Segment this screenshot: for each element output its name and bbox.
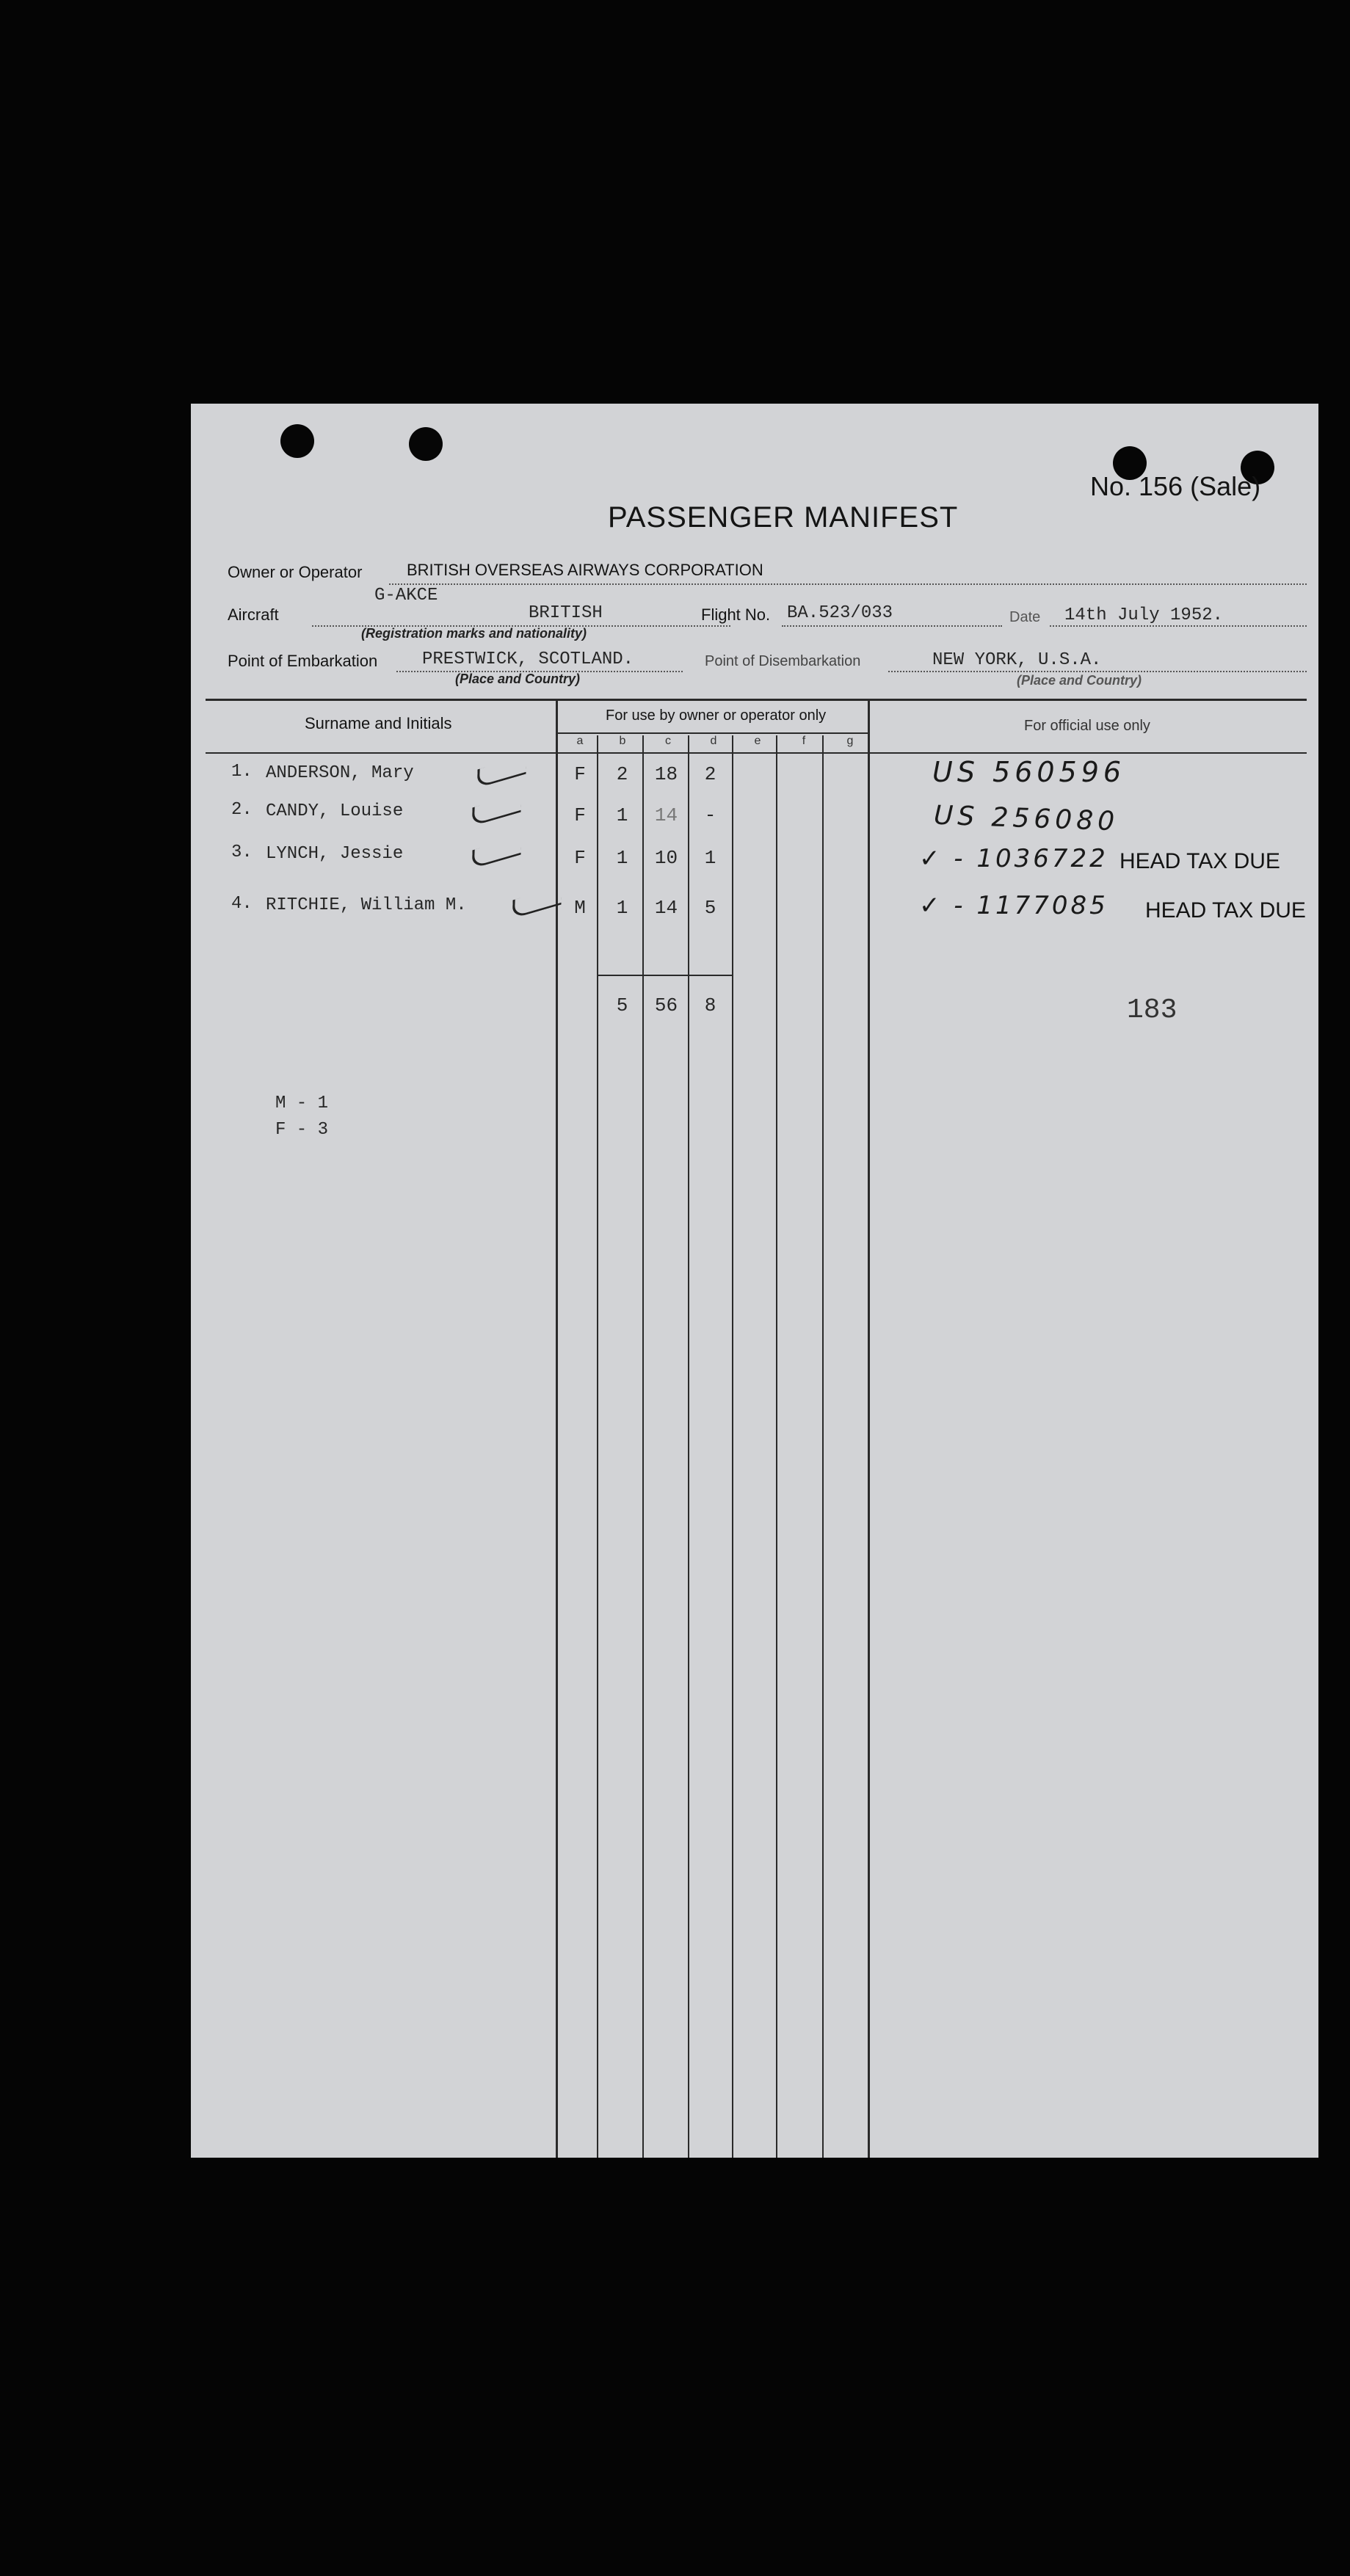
- disembarkation-value: NEW YORK, U.S.A.: [932, 650, 1102, 670]
- owner-value: BRITISH OVERSEAS AIRWAYS CORPORATION: [407, 561, 763, 579]
- col-b: b: [619, 735, 626, 747]
- col-rule: [642, 735, 644, 2158]
- owner-line: [389, 583, 1307, 585]
- col-rule: [776, 735, 777, 2158]
- col-rule: [732, 735, 733, 2158]
- place-country-note: (Place and Country): [455, 672, 581, 686]
- col-a: a: [576, 735, 584, 747]
- cell-c: 18: [654, 763, 678, 785]
- col-d: d: [710, 735, 717, 747]
- official-entry: US 560596: [932, 756, 1126, 788]
- cell-c: 10: [654, 847, 678, 869]
- col-rule: [822, 735, 824, 2158]
- date-label: Date: [1009, 609, 1041, 625]
- manifest-sheet: [191, 404, 1318, 2158]
- cell-a: F: [574, 804, 586, 826]
- total-d: 8: [704, 994, 716, 1016]
- check-mark-icon: [471, 836, 521, 869]
- row-index: 3.: [231, 843, 253, 862]
- cell-d: -: [704, 804, 716, 826]
- col-f: f: [802, 735, 806, 747]
- cell-d: 2: [704, 763, 716, 785]
- totals-rule: [597, 975, 733, 976]
- table-top-rule: [206, 699, 1307, 701]
- cell-b: 1: [616, 897, 628, 919]
- manifest-number: No. 156 (Sale): [1090, 471, 1261, 501]
- column-letter-rule: [206, 752, 1307, 754]
- col-c: c: [665, 735, 671, 747]
- embarkation-label: Point of Embarkation: [228, 652, 378, 670]
- cell-d: 5: [704, 897, 716, 919]
- col-rule: [597, 735, 598, 2158]
- female-count: F - 3: [275, 1120, 329, 1140]
- total-c: 56: [654, 994, 678, 1016]
- cell-a: F: [574, 847, 586, 869]
- aircraft-label: Aircraft: [228, 605, 279, 624]
- flight-line: [782, 625, 1002, 627]
- passenger-name: RITCHIE, William M.: [266, 895, 467, 915]
- official-total: 183: [1127, 994, 1177, 1026]
- aircraft-registration: G-AKCE: [374, 586, 438, 605]
- total-b: 5: [616, 994, 628, 1016]
- surname-header: Surname and Initials: [305, 714, 452, 732]
- registration-note: (Registration marks and nationality): [361, 626, 587, 641]
- male-count: M - 1: [275, 1094, 329, 1113]
- col-rule: [556, 700, 558, 2158]
- owner-label: Owner or Operator: [228, 563, 363, 581]
- col-g: g: [846, 735, 854, 747]
- cell-d: 1: [704, 847, 716, 869]
- flight-label: Flight No.: [701, 605, 771, 624]
- official-use-header: For official use only: [1024, 718, 1150, 734]
- disembarkation-label: Point of Disembarkation: [705, 653, 861, 669]
- col-rule: [868, 700, 870, 2158]
- punch-hole: [409, 427, 443, 461]
- place-country-note-2: (Place and Country): [1017, 673, 1142, 688]
- passenger-name: CANDY, Louise: [266, 801, 404, 821]
- col-e: e: [754, 735, 761, 747]
- row-index: 2.: [231, 800, 253, 820]
- check-mark-icon: [476, 755, 526, 788]
- date-value: 14th July 1952.: [1064, 605, 1224, 625]
- aircraft-nationality: BRITISH: [529, 603, 603, 623]
- page-title: PASSENGER MANIFEST: [608, 501, 959, 534]
- passenger-name: LYNCH, Jessie: [266, 844, 404, 864]
- disembarkation-line: [888, 671, 1307, 672]
- head-tax-note: HEAD TAX DUE: [1119, 849, 1280, 873]
- embarkation-value: PRESTWICK, SCOTLAND.: [422, 650, 634, 669]
- head-tax-note: HEAD TAX DUE: [1145, 898, 1306, 923]
- cell-b: 1: [616, 847, 628, 869]
- owner-use-header: For use by owner or operator only: [606, 707, 827, 724]
- official-entry: ✓ - 1177085: [919, 891, 1108, 920]
- cell-c: 14: [654, 804, 678, 826]
- col-rule: [688, 735, 689, 2158]
- official-entry: US 256080: [933, 800, 1119, 837]
- date-line: [1050, 625, 1307, 627]
- owner-header-rule: [556, 732, 868, 734]
- official-entry: ✓ - 1036722: [919, 844, 1108, 873]
- cell-b: 1: [616, 804, 628, 826]
- flight-value: BA.523/033: [787, 603, 893, 623]
- check-mark-icon: [471, 793, 521, 826]
- cell-c: 14: [654, 897, 678, 919]
- cell-b: 2: [616, 763, 628, 785]
- check-mark-icon: [512, 886, 562, 919]
- row-index: 4.: [231, 894, 253, 914]
- row-index: 1.: [231, 762, 253, 782]
- punch-hole: [280, 424, 314, 458]
- cell-a: F: [574, 763, 586, 785]
- passenger-name: ANDERSON, Mary: [266, 763, 414, 783]
- cell-a: M: [574, 897, 586, 919]
